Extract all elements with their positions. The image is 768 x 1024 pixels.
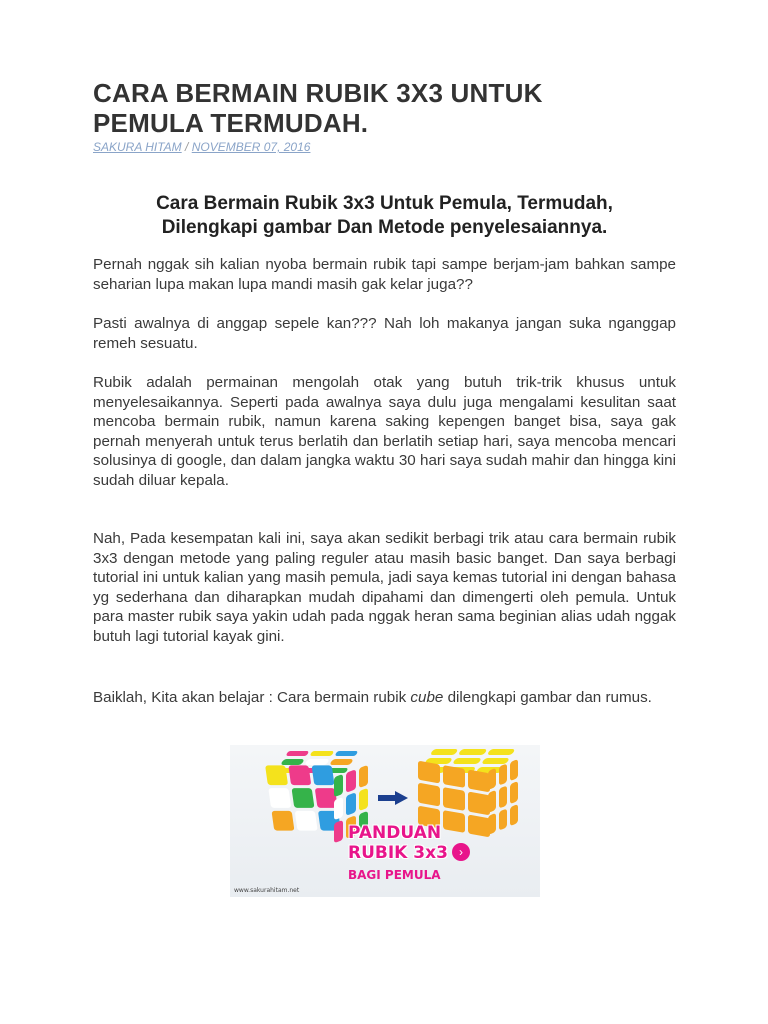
cube-sticker — [305, 759, 329, 764]
closing-text-after: dilengkapi gambar dan rumus. — [443, 689, 652, 706]
paragraph-3: Rubik adalah permainan mengolah otak yang butuh trik-trik khusus untuk menyelesaikannya. Seperti pada awalnya saya dulu juga mengalami kesulitan saat mencoba bermain rubik, namun karena saking kepengen banget bisa, saya gak pernah menyerah untuk terus berlatih dan berlatih setiap hari, saya mencoba mencari solusinya di google, dan dalam jangka waktu 30 hari saya sudah mahir dan hingga kini sudah diluar kepala. — [93, 374, 676, 489]
cube-sticker — [288, 765, 311, 785]
author-link[interactable]: SAKURA HITAM — [93, 140, 182, 154]
cube-sticker — [292, 788, 315, 808]
cube-sticker — [443, 765, 465, 788]
scrambled-cube-front — [265, 765, 341, 830]
cube-sticker — [418, 783, 440, 806]
arrow-right-icon — [378, 791, 408, 805]
banner-line-2: RUBIK 3x3 — [348, 843, 448, 863]
cube-sticker — [488, 768, 496, 791]
closing-text-before: Baiklah, Kita akan belajar : Cara bermain rubik — [93, 689, 411, 706]
cube-sticker — [468, 814, 490, 837]
cube-sticker — [265, 765, 288, 785]
cube-sticker — [268, 788, 291, 808]
post-title-line-1: CARA BERMAIN RUBIK 3X3 UNTUK — [93, 78, 543, 108]
cube-sticker — [359, 765, 368, 788]
cube-sticker — [499, 763, 507, 786]
subtitle-line-2: Dilengkapi gambar Dan Metode penyelesaiannya. — [161, 217, 608, 238]
cube-sticker — [346, 792, 355, 815]
cube-sticker — [510, 759, 518, 782]
cube-sticker — [458, 749, 487, 755]
chevron-right-icon[interactable]: › — [452, 843, 470, 861]
cube-sticker — [334, 820, 343, 843]
cube-sticker — [359, 788, 368, 811]
solved-cube-side — [488, 759, 518, 835]
paragraph-1: Pernah nggak sih kalian nyoba bermain rubik tapi sampe berjam-jam bahkan sampe seharian lupa makan lupa mandi masih gak kelar juga?? — [93, 256, 676, 293]
cube-sticker — [488, 790, 496, 813]
cube-sticker — [468, 769, 490, 792]
cube-sticker — [285, 751, 309, 756]
banner-caption — [348, 823, 448, 885]
cube-sticker — [443, 787, 465, 810]
cube-sticker — [280, 759, 304, 764]
cube-sticker — [468, 792, 490, 815]
banner-line-3: BAGI PEMULA — [348, 868, 441, 882]
post-title-line-2: PEMULA TERMUDAH. — [93, 108, 369, 138]
post-meta — [93, 140, 310, 154]
cube-sticker — [430, 749, 459, 755]
subtitle-line-1: Cara Bermain Rubik 3x3 Untuk Pemula, Termudah, — [156, 193, 613, 214]
cube-sticker — [334, 774, 343, 797]
meta-separator: / — [185, 140, 189, 154]
cube-sticker — [510, 781, 518, 804]
cube-sticker — [486, 749, 515, 755]
closing-text-italic: cube — [410, 689, 444, 706]
cube-sticker — [488, 812, 496, 835]
cube-sticker — [312, 765, 335, 785]
cube-sticker — [452, 758, 481, 764]
cube-sticker — [271, 811, 294, 831]
cube-sticker — [334, 797, 343, 820]
cube-sticker — [346, 769, 355, 792]
cube-sticker — [310, 751, 334, 756]
paragraph-2: Pasti awalnya di anggap sepele kan??? Nah loh makanya jangan suka nganggap remeh sesuatu. — [93, 315, 676, 352]
paragraph-closing — [93, 688, 676, 708]
cube-sticker — [329, 759, 353, 764]
banner-line-1: PANDUAN — [348, 823, 442, 843]
cube-sticker — [499, 808, 507, 831]
tutorial-banner-image[interactable] — [230, 745, 540, 897]
cube-sticker — [499, 786, 507, 809]
cube-sticker — [418, 761, 440, 784]
post-title — [93, 78, 543, 138]
date-link[interactable]: NOVEMBER 07, 2016 — [191, 140, 311, 154]
cube-sticker — [510, 804, 518, 827]
cube-sticker — [334, 751, 358, 756]
post-subtitle — [93, 192, 676, 240]
banner-watermark: www.sakurahitam.net — [234, 887, 300, 894]
paragraph-4: Nah, Pada kesempatan kali ini, saya akan sedikit berbagi trik atau cara bermain rubik 3x3 dengan metode yang paling reguler atau masih basic banget. Dan saya berbagi tutorial ini untuk kalian yang masih pemula, jadi saya kemas tutorial ini dengan bahasa yg sederhana dan diharapkan mudah dipahami dan dimengerti oleh pemula. Untuk para master rubik saya yakin udah pada nggak heran sama beginian alias udah nggak butuh lagi tutorial kayak gini. — [93, 530, 676, 645]
cube-sticker — [295, 811, 318, 831]
